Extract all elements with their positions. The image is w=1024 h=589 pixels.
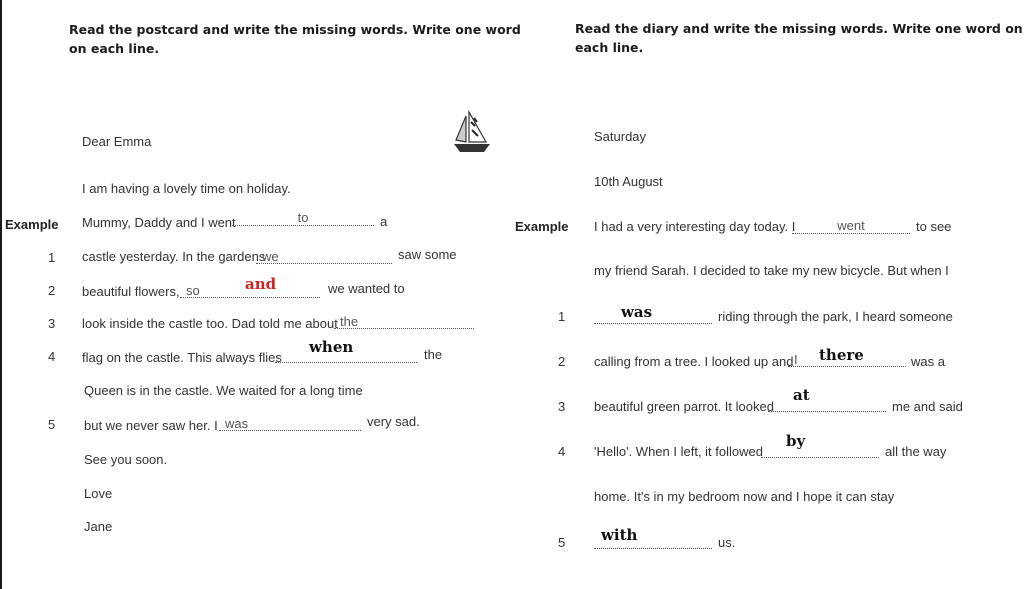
- diary-q1-number: 1: [558, 309, 566, 324]
- postcard-example-text: Mummy, Daddy and I went: [82, 215, 236, 230]
- postcard-q1-number: 1: [48, 250, 56, 265]
- diary-q4-blank[interactable]: [761, 443, 879, 458]
- postcard-q3-text: look inside the castle too. Dad told me about: [82, 316, 338, 331]
- diary-q2-number: 2: [558, 354, 566, 369]
- diary-instruction: Read the diary and write the missing words. Write one word on each line.: [575, 21, 1023, 55]
- postcard-example-after: a: [380, 214, 388, 229]
- diary-example-blank: went: [792, 219, 910, 234]
- postcard-q5-number: 5: [48, 417, 56, 432]
- diary-q4-after: all the way: [885, 444, 947, 459]
- diary-q3-blank[interactable]: [768, 397, 886, 412]
- postcard-line-queen: Queen is in the castle. We waited for a long time: [84, 383, 363, 398]
- diary-q3-text: beautiful green parrot. It looked: [594, 399, 774, 414]
- postcard-instruction: Read the postcard and write the missing words. Write one word on each line.: [69, 22, 521, 56]
- diary-q2-after: was a: [911, 354, 945, 369]
- diary-q4-text: 'Hello'. When I left, it followed: [594, 444, 763, 459]
- diary-q1-after: riding through the park, I heard someone: [718, 309, 953, 324]
- postcard-q1-text: castle yesterday. In the gardens: [82, 249, 266, 264]
- postcard-q4-number: 4: [48, 349, 56, 364]
- page-left-border: [0, 0, 2, 589]
- diary-q2-blank[interactable]: I: [788, 353, 906, 367]
- diary-q3-number: 3: [558, 399, 566, 414]
- diary-q1-blank[interactable]: [594, 309, 712, 324]
- postcard-see-you: See you soon.: [84, 452, 168, 467]
- postcard-q5-text: but we never saw her. I: [84, 418, 218, 433]
- postcard-q1-blank[interactable]: we: [256, 250, 392, 264]
- postcard-example-blank: to: [232, 211, 374, 226]
- postcard-line-intro: I am having a lovely time on holiday.: [82, 181, 291, 196]
- postcard-q3-number: 3: [48, 316, 56, 331]
- diary-example-text: I had a very interesting day today. I: [594, 219, 796, 234]
- diary-day: Saturday: [594, 129, 647, 144]
- postcard-q2-after: we wanted to: [328, 281, 405, 296]
- postcard-greeting: Dear Emma: [82, 134, 152, 149]
- postcard-q2-number: 2: [48, 283, 56, 298]
- diary-q4-number: 4: [558, 444, 566, 459]
- postcard-q4-text: flag on the castle. This always flies: [82, 350, 282, 365]
- postcard-signature: Jane: [84, 519, 113, 534]
- diary-q4-answer: by: [786, 432, 806, 450]
- sailboat-icon: [452, 110, 492, 158]
- postcard-q2-answer: and: [245, 275, 277, 293]
- diary-example-label: Example: [515, 219, 569, 234]
- diary-line-home: home. It's in my bedroom now and I hope it can stay: [594, 489, 895, 504]
- postcard-q4-after: the: [424, 347, 443, 362]
- diary-q2-answer: there: [819, 346, 864, 364]
- postcard-q1-after: saw some: [398, 247, 457, 262]
- postcard-q3-blank[interactable]: the: [334, 315, 474, 329]
- postcard-q5-blank[interactable]: was: [219, 417, 361, 431]
- postcard-q2-text: beautiful flowers,: [82, 284, 180, 299]
- diary-q5-after: us.: [718, 535, 736, 550]
- diary-q5-number: 5: [558, 535, 566, 550]
- diary-q2-text: calling from a tree. I looked up and: [594, 354, 794, 369]
- diary-line-friend: my friend Sarah. I decided to take my new bicycle. But when I: [594, 263, 949, 278]
- postcard-example-label: Example: [5, 217, 59, 232]
- diary-q1-answer: was: [621, 303, 653, 321]
- postcard-q2-blank[interactable]: so: [180, 284, 320, 298]
- diary-q3-answer: at: [793, 386, 810, 404]
- postcard-q5-after: very sad.: [367, 414, 420, 429]
- postcard-love: Love: [84, 486, 113, 501]
- postcard-q4-answer: when: [309, 338, 354, 356]
- diary-q3-after: me and said: [892, 399, 963, 414]
- diary-date: 10th August: [594, 174, 663, 189]
- diary-example-after: to see: [916, 219, 952, 234]
- diary-q5-answer: with: [601, 526, 638, 544]
